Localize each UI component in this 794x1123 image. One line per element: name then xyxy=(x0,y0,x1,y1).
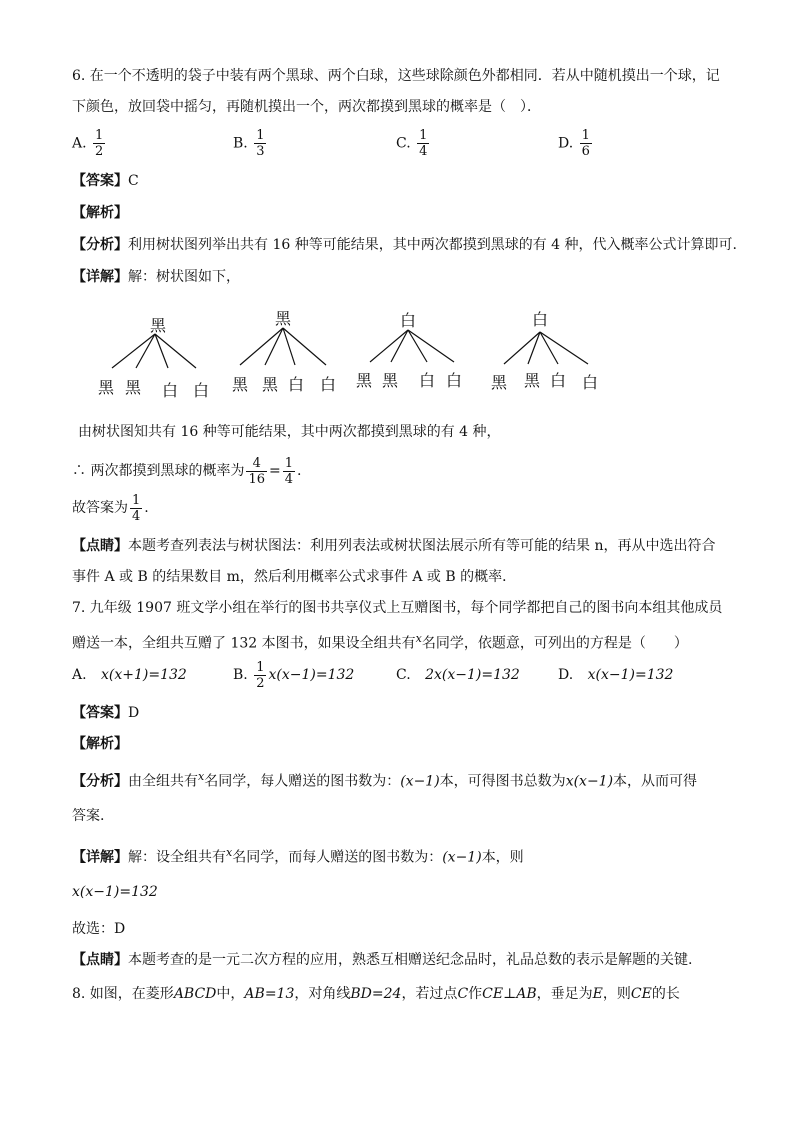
tree-leaf-1-1: 黑 xyxy=(97,378,115,397)
option-letter: C. xyxy=(396,135,411,152)
option-expr: x(x−1)=132 xyxy=(268,667,355,683)
tree-diagram xyxy=(0,300,794,405)
option-fraction: $\frac{1}{4}$ xyxy=(419,128,428,159)
dianjing-text: 本题考查列表法与树状图法：利用列表法或树状图法展示所有等可能的结果 n，再从中选出符合 xyxy=(128,538,716,554)
option-letter: D. xyxy=(558,667,574,683)
tree-leaf-4-4: 白 xyxy=(581,373,599,392)
q6-dianjing-line2: 事件 A 或 B 的结果数目 m，然后利用概率公式求事件 A 或 B 的概率． xyxy=(72,569,517,585)
final-fraction: $\frac{1}{4}$ xyxy=(132,492,141,524)
tree-leaf-1-4: 白 xyxy=(192,381,210,400)
tree-leaf-2-4: 白 xyxy=(319,375,337,394)
option-expr: x(x+1)=132 xyxy=(101,667,187,683)
tree-root-1: 黑 xyxy=(149,316,167,335)
detail-text: 解：树状图如下， xyxy=(128,269,240,285)
tree-root-2: 黑 xyxy=(274,309,292,328)
answer-tag: 【答案】 xyxy=(72,705,128,721)
q7-option-b[interactable] xyxy=(233,658,354,692)
fraction-4-16: $\frac{4}{16}$ xyxy=(248,455,265,487)
math-c: C xyxy=(457,986,469,1002)
option-letter: A. xyxy=(72,135,87,152)
q6-detail xyxy=(72,267,240,287)
fenxi-tag: 【分析】 xyxy=(72,237,128,253)
stem-text: ，垂足为 xyxy=(536,986,593,1002)
var-x: x xyxy=(415,632,422,645)
tree-leaf-4-3: 白 xyxy=(549,371,567,390)
option-letter: A. xyxy=(72,667,87,683)
fenxi-tag: 【分析】 xyxy=(72,773,128,790)
q7-choose: 故选：D xyxy=(72,921,126,937)
tree-leaf-2-3: 白 xyxy=(287,375,305,394)
stem-text: 作 xyxy=(468,986,483,1002)
dianjing-tag: 【点睛】 xyxy=(72,538,128,554)
q7-dianjing xyxy=(72,950,692,970)
expr: x(x−1) xyxy=(565,773,614,790)
q6-option-c[interactable] xyxy=(396,128,431,159)
tree-leaf-4-1: 黑 xyxy=(490,373,508,392)
fraction-1-4: $\frac{1}{4}$ xyxy=(284,455,294,487)
detail-text: 名同学，而每人赠送的图书数为： xyxy=(232,849,443,866)
tree-leaf-4-2: 黑 xyxy=(523,371,541,390)
tree-leaf-1-2: 黑 xyxy=(124,378,142,397)
conclusion-prefix: ∴ 两次都摸到黑球的概率为 xyxy=(72,463,245,479)
option-letter: D. xyxy=(558,135,574,152)
q7-option-a[interactable] xyxy=(72,665,187,685)
option-expr: 2x(x−1)=132 xyxy=(425,667,520,683)
q6-option-a[interactable] xyxy=(72,128,107,159)
answer-tag: 【答案】 xyxy=(72,173,128,189)
final-prefix: 故答案为 xyxy=(72,500,128,516)
period: . xyxy=(297,463,302,479)
var-x: x xyxy=(198,770,205,783)
analysis-tag: 【解析】 xyxy=(72,736,128,752)
detail-tag: 【详解】 xyxy=(72,269,128,285)
q7-fenxi-line2: 答案. xyxy=(72,808,105,824)
q8-stem xyxy=(72,984,680,1004)
option-fraction: $\frac{1}{2}$ xyxy=(256,659,265,691)
tree-leaf-3-4: 白 xyxy=(445,371,463,390)
q6-answer xyxy=(72,171,139,191)
fenxi-text: 名同学，每人赠送的图书数为： xyxy=(204,773,401,790)
q7-analysis-heading xyxy=(72,734,128,754)
fenxi-text: 利用树状图列举出共有 16 种等可能结果，其中两次都摸到黑球的有 4 种，代入概率公式计算即可. xyxy=(128,237,737,253)
math-abcd: ABCD xyxy=(173,986,217,1002)
q6-dianjing-line1 xyxy=(72,536,715,556)
tree-leaf-3-1: 黑 xyxy=(355,371,373,390)
tree-leaf-3-3: 白 xyxy=(418,371,436,390)
fenxi-text: 本，可得图书总数为 xyxy=(439,773,566,790)
q7-detail xyxy=(72,843,524,868)
expr: (x−1) xyxy=(442,849,482,866)
detail-text: 解：设全组共有 xyxy=(128,849,226,866)
dianjing-text: 本题考查的是一元二次方程的应用，熟悉互相赠送纪念品时，礼品总数的表示是解题的关键. xyxy=(128,952,693,968)
stem-text: 中， xyxy=(216,986,245,1002)
q6-conclusion1: 由树状图知共有 16 种等可能结果，其中两次都摸到黑球的有 4 种， xyxy=(78,424,501,440)
answer-value: C xyxy=(128,173,139,189)
analysis-tag: 【解析】 xyxy=(72,205,128,221)
q6-option-d[interactable] xyxy=(558,128,594,159)
dianjing-tag: 【点睛】 xyxy=(72,952,128,968)
tree-leaf-1-3: 白 xyxy=(161,381,179,400)
stem-text: ，对角线 xyxy=(294,986,351,1002)
stem-text: 名同学，依题意，可列出的方程是（ ） xyxy=(421,635,688,652)
tree-root-4: 白 xyxy=(531,310,549,329)
q7-option-d[interactable] xyxy=(558,665,673,685)
q7-answer xyxy=(72,703,139,723)
option-letter: C. xyxy=(396,667,411,683)
option-letter: B. xyxy=(233,667,248,683)
q6-stem-line2: 下颜色，放回袋中摇匀，再随机摸出一个，两次都摸到黑球的概率是（ ）． xyxy=(72,99,541,115)
math-e: E xyxy=(592,986,603,1002)
q7-equation: x(x−1)=132 xyxy=(72,884,158,900)
option-fraction: $\frac{1}{6}$ xyxy=(581,128,590,159)
tree-leaf-2-1: 黑 xyxy=(231,375,249,394)
stem-text: 的长 xyxy=(651,986,680,1002)
q7-option-c[interactable] xyxy=(396,665,520,685)
q7-stem-line1: 7. 九年级 1907 班文学小组在举行的图书共享仪式上互赠图书，每个同学都把自己的图书向本组其他成员 xyxy=(72,600,723,616)
stem-text: 赠送一本，全组共互赠了 132 本图书，如果设全组共有 xyxy=(72,635,416,652)
tree-root-3: 白 xyxy=(399,311,417,330)
option-letter: B. xyxy=(233,135,248,152)
var-x: x xyxy=(226,846,233,859)
option-fraction: $\frac{1}{2}$ xyxy=(95,128,104,159)
period: . xyxy=(144,500,149,516)
math-ab: AB=13 xyxy=(244,986,295,1002)
fenxi-text: 本，从而可得 xyxy=(613,773,698,790)
option-fraction: $\frac{1}{3}$ xyxy=(256,128,265,159)
q7-fenxi-line1 xyxy=(72,767,697,792)
q6-final xyxy=(72,492,149,524)
tree-leaf-3-2: 黑 xyxy=(381,371,399,390)
math-bd: BD=24 xyxy=(350,986,402,1002)
math-ce-perp: CE⊥AB xyxy=(482,986,537,1002)
stem-text: ，若过点 xyxy=(401,986,458,1002)
equals-sign: = xyxy=(269,463,281,479)
tree-leaf-2-2: 黑 xyxy=(261,375,279,394)
expr: (x−1) xyxy=(400,773,440,790)
q6-fenxi xyxy=(72,235,737,255)
stem-text: ，则 xyxy=(602,986,631,1002)
option-expr: x(x−1)=132 xyxy=(587,667,674,683)
fenxi-text: 由全组共有 xyxy=(128,773,198,790)
q6-analysis-heading xyxy=(72,203,128,223)
detail-text: 本，则 xyxy=(481,849,524,866)
q6-stem-line1: 6. 在一个不透明的袋子中装有两个黑球、两个白球，这些球除颜色外都相同．若从中随机摸出一个球，记 xyxy=(72,68,720,84)
math-ce: CE xyxy=(630,986,652,1002)
stem-text: 8. 如图，在菱形 xyxy=(72,986,174,1002)
q6-conclusion2 xyxy=(72,455,301,487)
answer-value: D xyxy=(128,705,140,721)
detail-tag: 【详解】 xyxy=(72,849,128,866)
q6-option-b[interactable] xyxy=(233,128,268,159)
q7-stem-line2 xyxy=(72,629,688,654)
